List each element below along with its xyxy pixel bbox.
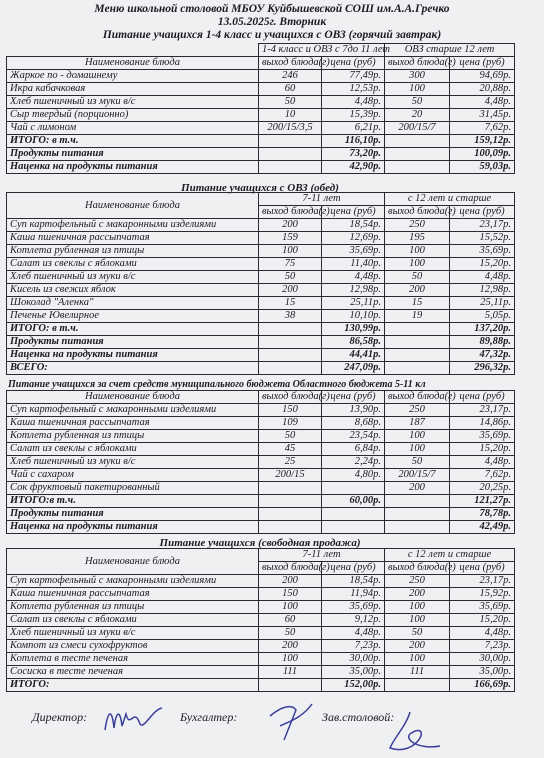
price: 18,54р.	[322, 219, 385, 232]
table-row	[7, 70, 515, 83]
portion-weight: 200/15/7	[385, 122, 450, 135]
price: 4,80р.	[322, 469, 385, 482]
summary-row	[7, 148, 515, 161]
dish-name: Шоколад "Аленка"	[7, 297, 259, 310]
dish-name: Каша пшеничная рассыпчатая	[7, 232, 259, 245]
price: 77,49р.	[322, 70, 385, 83]
portion-weight	[385, 349, 450, 362]
dish-name: Жаркое по - домашнему	[7, 70, 259, 83]
dish-name: Каша пшеничная рассыпчатая	[7, 588, 259, 601]
portion-weight	[385, 495, 450, 508]
price: 78,78р.	[450, 508, 515, 521]
price: 100,09р.	[450, 148, 515, 161]
portion-weight	[385, 323, 450, 336]
table-row	[7, 404, 515, 417]
price: 89,88р.	[450, 336, 515, 349]
price: 35,69р.	[450, 245, 515, 258]
summary-row	[7, 508, 515, 521]
price	[322, 521, 385, 534]
column-header: цена (руб)	[322, 206, 385, 219]
portion-weight: 150	[259, 404, 322, 417]
column-header: цена (руб)	[450, 57, 515, 70]
column-header: цена (руб)	[450, 391, 515, 404]
column-header: выход блюда(г)	[259, 206, 322, 219]
portion-weight: 200	[259, 575, 322, 588]
dish-name: Котлета в тесте печеная	[7, 653, 259, 666]
portion-weight: 200	[385, 640, 450, 653]
price: 20,88р.	[450, 83, 515, 96]
table-group-header	[7, 44, 515, 57]
column-header: Наименование блюда	[7, 193, 259, 219]
table-row	[7, 109, 515, 122]
price: 44,41р.	[322, 349, 385, 362]
dish-name: Наценка на продукты питания	[7, 161, 259, 174]
portion-weight: 100	[385, 430, 450, 443]
table-row	[7, 614, 515, 627]
portion-weight	[259, 161, 322, 174]
table-column-header	[7, 391, 515, 404]
group-label: 7-11 лет	[259, 193, 385, 206]
price: 15,20р.	[450, 614, 515, 627]
price: 7,62р.	[450, 122, 515, 135]
price: 31,45р.	[450, 109, 515, 122]
summary-row	[7, 679, 515, 692]
dish-name: Котлета рубленная из птицы	[7, 430, 259, 443]
dish-name: ИТОГО: в т.ч.	[7, 323, 259, 336]
portion-weight: 246	[259, 70, 322, 83]
accountant-label: Бухгалтер:	[180, 710, 238, 724]
portion-weight	[259, 362, 322, 375]
price: 15,20р.	[450, 258, 515, 271]
column-header: выход блюда(г)	[259, 57, 322, 70]
portion-weight: 250	[385, 575, 450, 588]
portion-weight: 100	[385, 83, 450, 96]
portion-weight	[259, 521, 322, 534]
portion-weight	[385, 161, 450, 174]
portion-weight: 250	[385, 404, 450, 417]
portion-weight	[259, 148, 322, 161]
column-header: цена (руб)	[322, 391, 385, 404]
portion-weight: 250	[385, 219, 450, 232]
portion-weight: 50	[385, 627, 450, 640]
portion-weight	[385, 521, 450, 534]
portion-weight: 200/15	[259, 469, 322, 482]
table-row	[7, 417, 515, 430]
portion-weight: 111	[385, 666, 450, 679]
table-group-header	[7, 549, 515, 562]
summary-row	[7, 349, 515, 362]
dish-name: Хлеб пшеничный из муки в/с	[7, 271, 259, 284]
dish-name: Продукты питания	[7, 148, 259, 161]
portion-weight	[385, 336, 450, 349]
table-row	[7, 245, 515, 258]
portion-weight: 100	[385, 653, 450, 666]
price: 137,20р.	[450, 323, 515, 336]
price: 5,05р.	[450, 310, 515, 323]
portion-weight: 109	[259, 417, 322, 430]
table-row	[7, 588, 515, 601]
table-row	[7, 96, 515, 109]
portion-weight: 200	[385, 588, 450, 601]
canteen-head-signature	[380, 708, 450, 756]
column-header: выход блюда(г)	[385, 206, 450, 219]
price: 121,27р.	[450, 495, 515, 508]
price: 18,54р.	[322, 575, 385, 588]
summary-row	[7, 135, 515, 148]
group-label: с 12 лет и старше	[385, 549, 515, 562]
price: 7,23р.	[322, 640, 385, 653]
price: 12,69р.	[322, 232, 385, 245]
price: 12,98р.	[450, 284, 515, 297]
table-column-header	[7, 57, 515, 70]
portion-weight: 10	[259, 109, 322, 122]
portion-weight: 100	[385, 245, 450, 258]
portion-weight	[259, 508, 322, 521]
dish-name: Суп картофельный с макаронными изделиями	[7, 575, 259, 588]
price: 42,90р.	[322, 161, 385, 174]
price: 35,00р.	[322, 666, 385, 679]
price: 4,48р.	[322, 271, 385, 284]
dish-name: Котлета рубленная из птицы	[7, 601, 259, 614]
price: 15,92р.	[450, 588, 515, 601]
price: 159,12р.	[450, 135, 515, 148]
table-row	[7, 443, 515, 456]
table-group-header	[7, 193, 515, 206]
group-label: 7-11 лет	[259, 549, 385, 562]
group-label: с 12 лет и старше	[385, 193, 515, 206]
dish-name: ИТОГО: в т.ч.	[7, 135, 259, 148]
table-row	[7, 83, 515, 96]
portion-weight	[259, 336, 322, 349]
dish-name: Кисель из свежих яблок	[7, 284, 259, 297]
table-row	[7, 456, 515, 469]
portion-weight: 100	[385, 614, 450, 627]
group-label: 1-4 класс и ОВЗ с 7до 11 лет	[259, 44, 385, 57]
dish-name: Продукты питания	[7, 508, 259, 521]
summary-row	[7, 161, 515, 174]
price: 15,39р.	[322, 109, 385, 122]
table-row	[7, 310, 515, 323]
column-header: Наименование блюда	[7, 549, 259, 575]
portion-weight: 15	[259, 297, 322, 310]
price: 35,69р.	[322, 245, 385, 258]
column-header: цена (руб)	[450, 562, 515, 575]
portion-weight: 38	[259, 310, 322, 323]
section-breakfast-title: Питание учащихся 1-4 класс и учащихся с ОВЗ (горячий завтрак)	[102, 29, 442, 41]
table-row	[7, 575, 515, 588]
dish-name: Суп картофельный с макаронными изделиями	[7, 219, 259, 232]
column-header: выход блюда(г)	[385, 391, 450, 404]
price: 23,17р.	[450, 219, 515, 232]
summary-row	[7, 495, 515, 508]
price: 25,11р.	[322, 297, 385, 310]
price: 15,52р.	[450, 232, 515, 245]
summary-row	[7, 362, 515, 375]
dish-name: Суп картофельный с макаронными изделиями	[7, 404, 259, 417]
price: 15,20р.	[450, 443, 515, 456]
dish-name: Сыр твердый (порционно)	[7, 109, 259, 122]
summary-row	[7, 323, 515, 336]
price: 296,32р.	[450, 362, 515, 375]
price: 10,10р.	[322, 310, 385, 323]
table-row	[7, 653, 515, 666]
dish-name: Салат из свеклы с яблоками	[7, 258, 259, 271]
dish-name: Хлеб пшеничный из муки в/с	[7, 627, 259, 640]
price: 7,62р.	[450, 469, 515, 482]
dish-name: Хлеб пшеничный из муки в/с	[7, 96, 259, 109]
dish-name: Печенье Ювелирное	[7, 310, 259, 323]
dish-name: Каша пшеничная рассыпчатая	[7, 417, 259, 430]
price: 12,98р.	[322, 284, 385, 297]
portion-weight	[259, 679, 322, 692]
table-row	[7, 219, 515, 232]
column-header: цена (руб)	[322, 57, 385, 70]
price: 86,58р.	[322, 336, 385, 349]
portion-weight: 159	[259, 232, 322, 245]
price: 35,69р.	[450, 601, 515, 614]
dish-name: Хлеб пшеничный из муки в/с	[7, 456, 259, 469]
portion-weight: 50	[259, 271, 322, 284]
dish-name: Котлета рубленная из птицы	[7, 245, 259, 258]
portion-weight: 50	[259, 627, 322, 640]
dish-name: Салат из свеклы с яблоками	[7, 614, 259, 627]
dish-name: Компот из смеси сухофруктов	[7, 640, 259, 653]
column-header: выход блюда(г)	[385, 57, 450, 70]
portion-weight: 45	[259, 443, 322, 456]
price: 247,09р.	[322, 362, 385, 375]
table-row	[7, 666, 515, 679]
director-signature	[100, 700, 170, 740]
portion-weight: 100	[385, 258, 450, 271]
portion-weight	[385, 135, 450, 148]
table-row	[7, 601, 515, 614]
price: 166,69р.	[450, 679, 515, 692]
price: 42,49р.	[450, 521, 515, 534]
portion-weight: 200/15/3,5	[259, 122, 322, 135]
free-sale-table	[6, 548, 515, 692]
price: 14,86р.	[450, 417, 515, 430]
price: 23,17р.	[450, 404, 515, 417]
portion-weight	[259, 135, 322, 148]
portion-weight: 50	[259, 96, 322, 109]
canteen-head-label: Зав.столовой:	[322, 710, 395, 724]
price: 4,48р.	[450, 456, 515, 469]
column-header: выход блюда(г)	[385, 562, 450, 575]
accountant-signature	[262, 696, 322, 746]
price: 59,03р.	[450, 161, 515, 174]
portion-weight: 50	[385, 96, 450, 109]
price: 23,54р.	[322, 430, 385, 443]
portion-weight: 100	[259, 245, 322, 258]
price: 60,00р.	[322, 495, 385, 508]
menu-date: 13.05.2025г. Вторник	[217, 16, 327, 28]
price: 30,00р.	[322, 653, 385, 666]
portion-weight: 150	[259, 588, 322, 601]
portion-weight: 100	[385, 443, 450, 456]
portion-weight: 100	[385, 601, 450, 614]
price: 94,69р.	[450, 70, 515, 83]
portion-weight	[259, 495, 322, 508]
price: 9,12р.	[322, 614, 385, 627]
price: 4,48р.	[450, 96, 515, 109]
budget-table	[6, 390, 515, 534]
price: 35,69р.	[450, 430, 515, 443]
summary-row	[7, 521, 515, 534]
dish-name: Сок фруктовый пакетированный	[7, 482, 259, 495]
price: 4,48р.	[450, 627, 515, 640]
portion-weight: 20	[385, 109, 450, 122]
portion-weight: 300	[385, 70, 450, 83]
dish-name: Икра кабачковая	[7, 83, 259, 96]
portion-weight	[385, 362, 450, 375]
column-header: выход блюда(г)	[259, 562, 322, 575]
portion-weight	[259, 482, 322, 495]
dish-name: Продукты питания	[7, 336, 259, 349]
price: 23,17р.	[450, 575, 515, 588]
section-budget-title: Питание учащихся за счет средств муниципального бюджета Областного бюджета 5-11 кл	[8, 379, 426, 390]
column-header: цена (руб)	[322, 562, 385, 575]
portion-weight: 100	[259, 601, 322, 614]
column-header: Наименование блюда	[7, 57, 259, 70]
portion-weight: 200	[259, 640, 322, 653]
portion-weight: 25	[259, 456, 322, 469]
portion-weight: 60	[259, 614, 322, 627]
section-lunch-title: Питание учащихся с ОВЗ (обед)	[181, 182, 339, 194]
price: 152,00р.	[322, 679, 385, 692]
table-row	[7, 297, 515, 310]
portion-weight: 195	[385, 232, 450, 245]
portion-weight: 75	[259, 258, 322, 271]
price: 4,48р.	[322, 627, 385, 640]
portion-weight: 200	[259, 219, 322, 232]
dish-name: Чай с сахаром	[7, 469, 259, 482]
dish-name: ИТОГО:	[7, 679, 259, 692]
table-row	[7, 284, 515, 297]
portion-weight: 200	[385, 284, 450, 297]
price: 11,40р.	[322, 258, 385, 271]
price	[322, 482, 385, 495]
dish-name: ВСЕГО:	[7, 362, 259, 375]
price: 20,25р.	[450, 482, 515, 495]
portion-weight: 187	[385, 417, 450, 430]
price: 13,90р.	[322, 404, 385, 417]
column-header: Наименование блюда	[7, 391, 259, 404]
price: 73,20р.	[322, 148, 385, 161]
table-row	[7, 271, 515, 284]
price: 130,99р.	[322, 323, 385, 336]
table-row	[7, 640, 515, 653]
price: 11,94р.	[322, 588, 385, 601]
price: 2,24р.	[322, 456, 385, 469]
price: 8,68р.	[322, 417, 385, 430]
table-row	[7, 482, 515, 495]
table-row	[7, 469, 515, 482]
breakfast-table	[6, 43, 515, 174]
portion-weight: 50	[385, 271, 450, 284]
group-label: ОВЗ старше 12 лет	[385, 44, 515, 57]
portion-weight	[385, 679, 450, 692]
price: 30,00р.	[450, 653, 515, 666]
portion-weight	[385, 508, 450, 521]
column-header: цена (руб)	[450, 206, 515, 219]
menu-title: Меню школьной столовой МБОУ Куйбышевской СОШ им.А.А.Гречко	[94, 3, 450, 15]
column-header: выход блюда(г)	[259, 391, 322, 404]
table-row	[7, 232, 515, 245]
section-free-sale-title: Питание учащихся (свободная продажа)	[159, 537, 361, 549]
portion-weight: 50	[385, 456, 450, 469]
portion-weight	[385, 148, 450, 161]
portion-weight: 200	[259, 284, 322, 297]
price: 4,48р.	[450, 271, 515, 284]
portion-weight: 200/15/7	[385, 469, 450, 482]
portion-weight	[259, 323, 322, 336]
table-row	[7, 627, 515, 640]
price	[322, 508, 385, 521]
summary-row	[7, 336, 515, 349]
price: 6,84р.	[322, 443, 385, 456]
portion-weight: 100	[259, 653, 322, 666]
lunch-table	[6, 192, 515, 375]
portion-weight: 200	[385, 482, 450, 495]
table-row	[7, 122, 515, 135]
price: 7,23р.	[450, 640, 515, 653]
dish-name: Сосиска в тесте печеная	[7, 666, 259, 679]
price: 12,53р.	[322, 83, 385, 96]
portion-weight: 111	[259, 666, 322, 679]
portion-weight	[259, 349, 322, 362]
price: 35,69р.	[322, 601, 385, 614]
table-row	[7, 258, 515, 271]
table-row	[7, 430, 515, 443]
price: 4,48р.	[322, 96, 385, 109]
dish-name: ИТОГО:в т.ч.	[7, 495, 259, 508]
portion-weight: 19	[385, 310, 450, 323]
price: 6,21р.	[322, 122, 385, 135]
price: 116,10р.	[322, 135, 385, 148]
portion-weight: 15	[385, 297, 450, 310]
dish-name: Чай с лимоном	[7, 122, 259, 135]
dish-name: Салат из свеклы с яблоками	[7, 443, 259, 456]
portion-weight: 50	[259, 430, 322, 443]
portion-weight: 60	[259, 83, 322, 96]
dish-name: Наценка на продукты питания	[7, 349, 259, 362]
price: 47,32р.	[450, 349, 515, 362]
director-label: Директор:	[32, 710, 88, 724]
price: 25,11р.	[450, 297, 515, 310]
dish-name: Наценка на продукты питания	[7, 521, 259, 534]
price: 35,00р.	[450, 666, 515, 679]
